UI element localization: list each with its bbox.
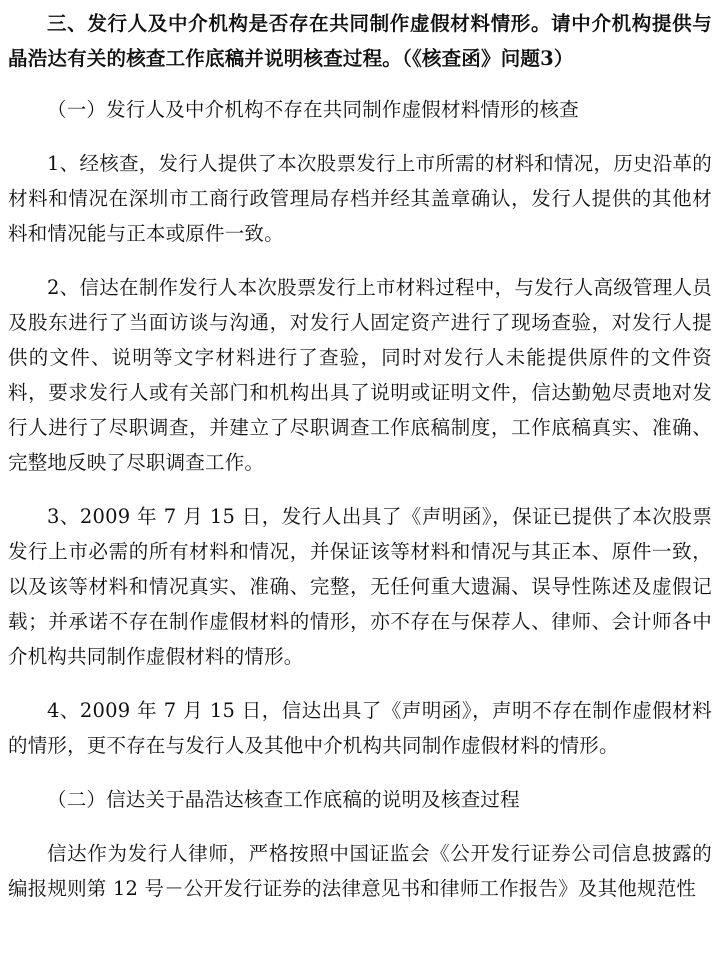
subsection-title-2: （二）信达关于晶浩达核查工作底稿的说明及核查过程 [47, 788, 520, 811]
paragraph-4: 4、2009 年 7 月 15 日，信达出具了《声明函》，声明不存在制作虚假材料的情形，更不存在与发行人及其他中介机构共同制作虚假材料的情形。 [8, 699, 712, 757]
closing-paragraph: 信达作为发行人律师，严格按照中国证监会《公开发行证券公司信息披露的编报规则第 12 号－公开发行证券的法律意见书和律师工作报告》及其他规范性 [8, 842, 712, 900]
paragraph-3: 3、2009 年 7 月 15 日，发行人出具了《声明函》，保证已提供了本次股票发行上市必需的所有材料和情况，并保证该等材料和情况与其正本、原件一致，以及该等材料和情况真实、准确、完整，无任何重大遗漏、误导性陈述及虚假记载；并承诺不存在制作虚假材料的情形，亦不存在与保荐人、律师、会计师各中介机构共同制作虚假材料的情形。 [8, 505, 712, 668]
subsection-title-1: （一）发行人及中介机构不存在共同制作虚假材料情形的核查 [47, 98, 579, 121]
paragraph-1: 1、经核查，发行人提供了本次股票发行上市所需的材料和情况，历史沿革的材料和情况在深圳市工商行政管理局存档并经其盖章确认，发行人提供的其他材料和情况能与正本或原件一致。 [8, 152, 712, 245]
section-heading: 三、发行人及中介机构是否存在共同制作虚假材料情形。请中介机构提供与晶浩达有关的核查工作底稿并说明核查过程。（《核查函》问题3） [8, 12, 712, 70]
paragraph-2: 2、信达在制作发行人本次股票发行上市材料过程中，与发行人高级管理人员及股东进行了当面访谈与沟通，对发行人固定资产进行了现场查验，对发行人提供的文件、说明等文字材料进行了查验，同时对发行人未能提供原件的文件资料，要求发行人或有关部门和机构出具了说明或证明文件，信达勤勉尽责地对发行人进行了尽职调查，并建立了尽职调查工作底稿制度，工作底稿真实、准确、完整地反映了尽职调查工作。 [8, 276, 712, 474]
